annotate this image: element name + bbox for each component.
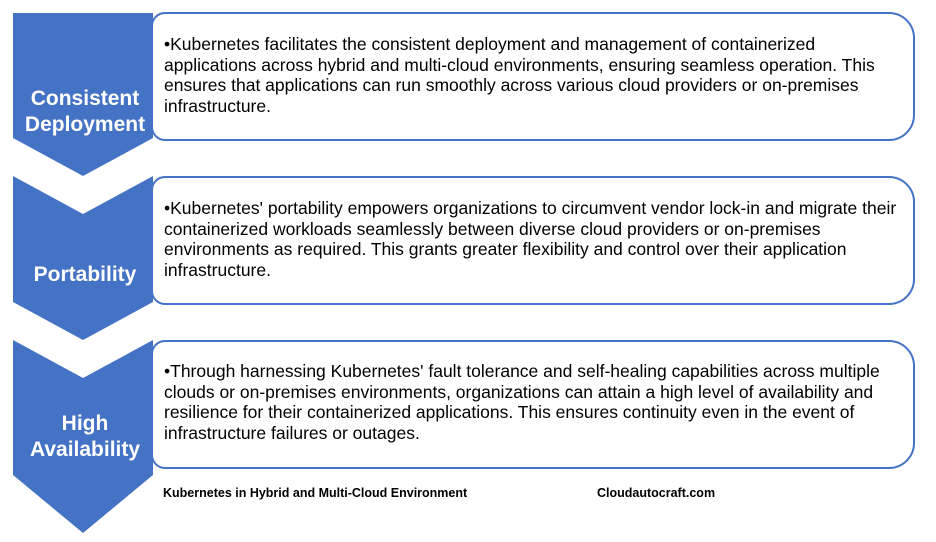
footer-caption: Kubernetes in Hybrid and Multi-Cloud Environment [163,486,468,500]
footer-site: Cloudautocraft.com [597,486,716,500]
card-high-availability [151,340,915,469]
chevron-label-portability: Portability [33,263,137,286]
card-text-consistent-deployment: •Kubernetes facilitates the consistent deployment and management of containerized applications across hybrid and multi-cloud environments, ensuring seamless operation. This ensures that applications can run smoothly across various cloud providers or on-premises infrastructure. [164,34,875,116]
chevron-label-consistent-deployment: Consistent Deployment [24,87,146,136]
card-text-portability: •Kubernetes' portability empowers organizations to circumvent vendor lock-in and migrate their containerized workloads seamlessly between diverse cloud providers or on-premises environments as required. This grants greater flexibility and control over their application infrastructure. [164,198,897,280]
card-consistent-deployment [151,12,915,141]
chevron-portability [13,176,153,340]
chevron-label-high-availability: High Availability [29,412,141,461]
card-portability [151,176,915,305]
card-text-high-availability: •Through harnessing Kubernetes' fault tolerance and self-healing capabilities across multiple clouds or on-premises environments, organizations can attain a high level of availability and resilience for their containerized applications. This ensures continuity even in the event of infrastructure failures or outages. [164,361,880,443]
